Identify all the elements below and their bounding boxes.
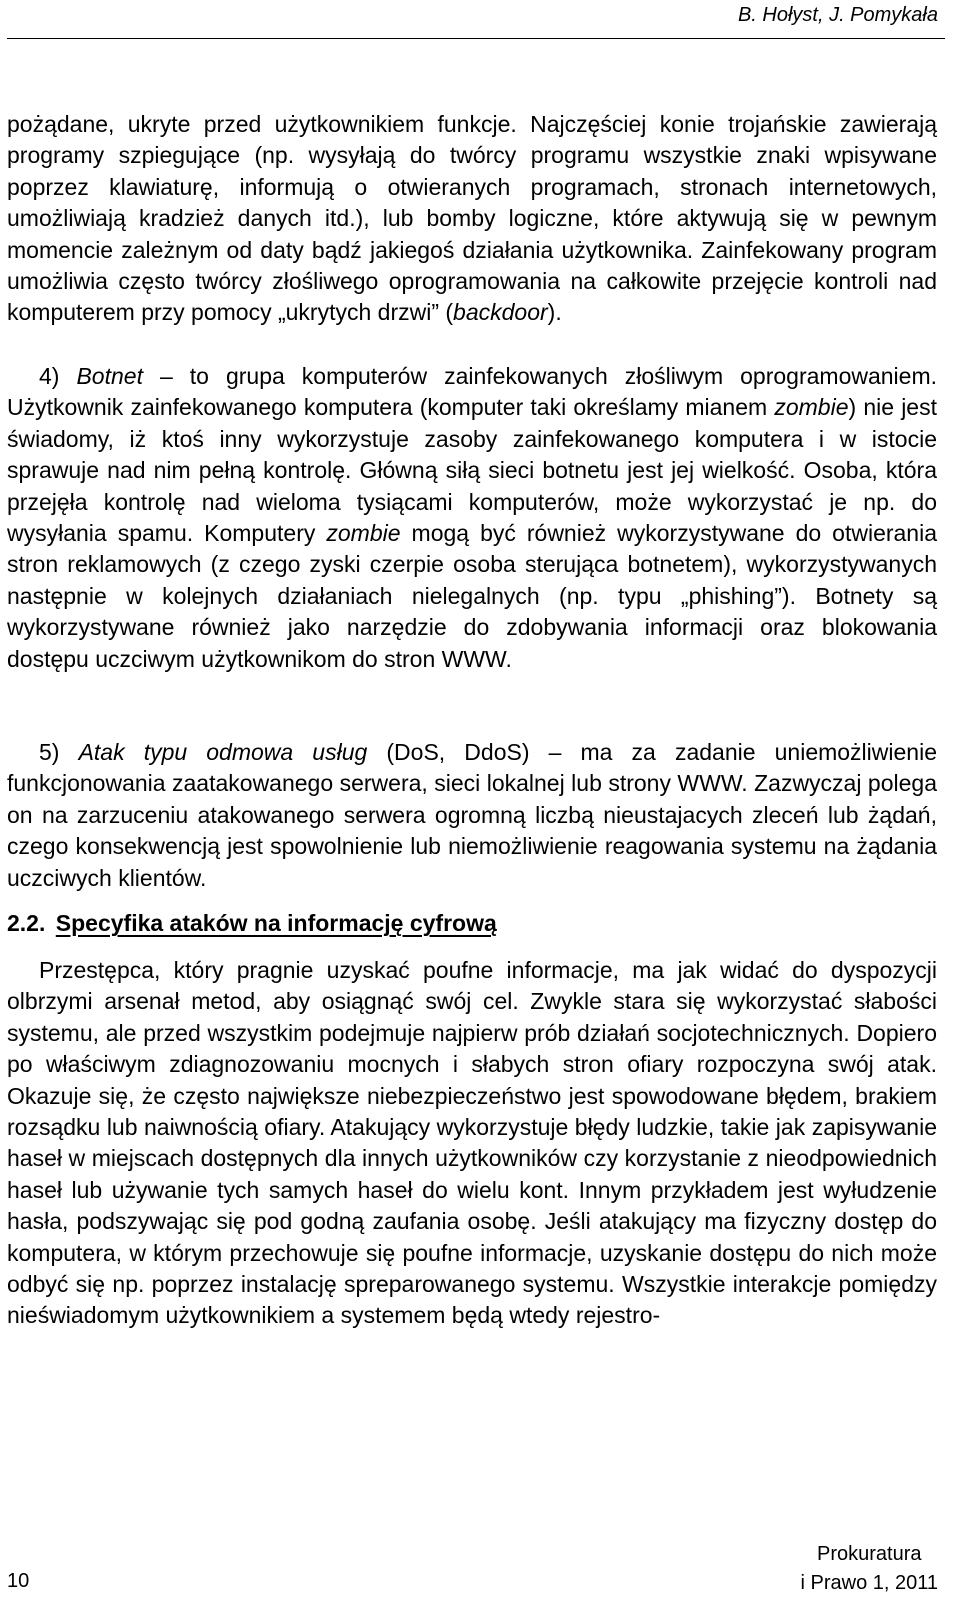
text-segment: Przestępca, który pragnie uzyskać poufne informacje, ma jak widać do dyspozycji olbrzymi arsenał metod, aby osiągnąć swój cel. Zwykle stara się wykorzystać słabości systemu, ale przed wszystkim podejmuje najpierw prób działań socjotechnicznych. Dopiero po właściwym zdiagnozowaniu mocnych i słabych stron ofiary rozpoczyna swój atak. Okazuje się, że często największe niebezpieczeństwo jest spowodowane błędem, brakiem rozsądku lub naiwnością ofiary. Atakujący wykorzystuje błędy ludzkie, takie jak zapisywanie haseł w miejscach dostępnych dla innych użytkowników czy korzystanie z nieodpowiednich haseł lub używanie tych samych haseł do wielu kont. Innym przykładem jest wyłudzenie hasła, podszywając się pod godną zaufania osobę. Jeśli atakujący ma fizyczny dostęp do komputera, w którym przechowuje się poufne informacje, uzyskanie dostępu do nich może odbyć się np. poprzez instalację spreparowanego systemu. Wszystkie interakcje pomiędzy nieświadomym użytkownikiem a systemem będą wtedy rejestro- (7, 957, 937, 1329)
term-zombie: zombie (326, 520, 401, 547)
header-rule (7, 38, 945, 39)
text-segment: mogą być również wykorzystywane do otwierania stron reklamowych (z czego zyski czerpie osoba sterująca botnetem), wykorzystywanych następnie w kolejnych działaniach nielegalnych (np. typu „phishing”). Botnety są wykorzystywane również jako narzędzie do zdobywania informacji oraz blokowania dostępu uczciwym użytkownikom do stron WWW. (7, 520, 938, 672)
text-segment: ). (547, 299, 562, 326)
running-header-authors: B. Hołyst, J. Pomykała (737, 4, 938, 26)
text-segment: pożądane, ukryte przed użytkownikiem funkcje. Najczęściej konie trojańskie zawierają programy szpiegujące (np. wysyłają do twórcy programu wszystkie znaki wpisywane poprzez klawiaturę, informują o otwieranych programach, stronach internetowych, umożliwiają kradzież danych itd.), lub bomby logiczne, które aktywują się w pewnym momencie zależnym od daty bądź jakiegoś działania użytkownika. Zainfekowany program umożliwia często twórcy złośliwego oprogramowania na całkowite przejęcie kontroli nad komputerem przy pomocy „ukrytych drzwi” ( (7, 111, 937, 326)
paragraph-trojan-continued (7, 109, 937, 329)
journal-issue: i Prawo 1, 2011 (800, 1572, 938, 1594)
term-dos: Atak typu odmowa usług (78, 739, 368, 765)
list-number: 5) (39, 739, 79, 765)
text-segment: (DoS, DdoS) – ma za zadanie uniemożliwienie funkcjonowania zaatakowanego serwera, sieci lokalnej lub strony WWW. Zazwyczaj polega on na zarzuceniu atakowanego serwera ogromną liczbą nieustajacych zleceń lub żądań, czego konsekwencją jest spowolnienie lub niemożliwienie reagowania systemu na żądania uczciwych klientów. (7, 739, 937, 891)
section-heading (7, 910, 497, 937)
text-segment: ) nie jest świadomy, iż ktoś inny wykorzystuje zasoby zainfekowanego komputera i w istocie sprawuje nad nim pełną kontrolę. Główną siłą sieci botnetu jest jej wielkość. Osoba, która przejęła kontrolę nad wieloma tysiącami komputerów, może wykorzystać je np. do wysyłania spamu. Komputery (7, 394, 937, 547)
page-number: 10 (7, 1570, 30, 1592)
term-backdoor: backdoor (453, 299, 548, 326)
paragraph-dos (7, 737, 937, 894)
term-zombie: zombie (774, 394, 849, 421)
section-title: Specyfika ataków na informację cyfrową (55, 910, 497, 936)
journal-name: Prokuratura (817, 1543, 922, 1565)
paragraph-attack-specifics (7, 955, 937, 1332)
section-number: 2.2. (7, 910, 46, 936)
list-number: 4) (39, 363, 77, 389)
text-segment: – to grupa komputerów zainfekowanych złośliwym oprogramowaniem. Użytkownik zainfekowanego komputera (komputer taki określamy mianem (7, 363, 938, 421)
term-botnet: Botnet (76, 363, 143, 389)
paragraph-botnet (7, 361, 937, 675)
journal-footer (801, 1540, 939, 1598)
